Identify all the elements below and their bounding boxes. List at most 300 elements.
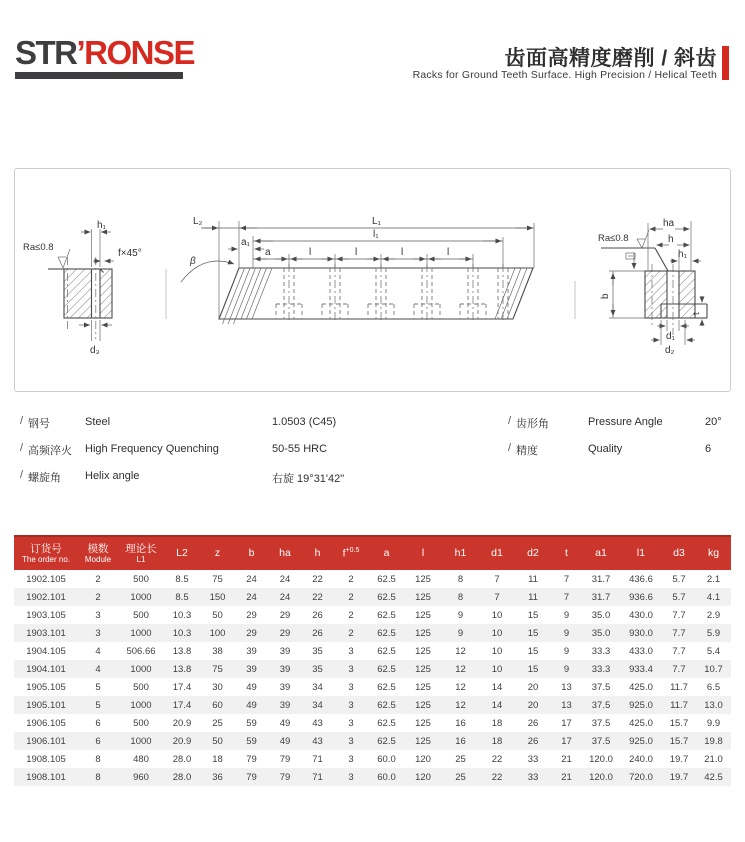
table-cell: 3 bbox=[348, 699, 354, 711]
spec-label-cn: 螺旋角 bbox=[28, 472, 61, 484]
table-cell: 71 bbox=[312, 771, 323, 783]
spec-value: 右旋 19°31'42" bbox=[272, 473, 345, 485]
table-cell: 120 bbox=[415, 753, 431, 765]
spec-label-en: High Frequency Quenching bbox=[85, 443, 219, 455]
table-cell: 125 bbox=[415, 735, 431, 747]
rack-top-view bbox=[181, 216, 534, 324]
table-cell: 125 bbox=[415, 645, 431, 657]
table-cell: 17 bbox=[561, 735, 572, 747]
table-cell: 1903.101 bbox=[26, 627, 66, 639]
mounting-holes bbox=[276, 254, 508, 323]
dim-label-l: l bbox=[401, 247, 404, 258]
table-cell: 1908.105 bbox=[26, 753, 66, 765]
col-ha: ha bbox=[268, 536, 302, 570]
spec-value: 6 bbox=[705, 443, 712, 455]
table-cell: 1903.105 bbox=[26, 609, 66, 621]
table-cell: 960 bbox=[133, 771, 149, 783]
table-cell: 2 bbox=[348, 573, 354, 585]
table-row bbox=[14, 642, 731, 660]
table-cell: 34 bbox=[312, 699, 323, 711]
spec-value: 20° bbox=[705, 416, 722, 428]
table-cell: 7 bbox=[563, 591, 570, 603]
table-cell: 7 bbox=[563, 573, 570, 585]
surface-finish-label-right: Ra≤0.8 bbox=[598, 233, 629, 244]
table-cell: 10 bbox=[491, 663, 503, 675]
table-cell: 7 bbox=[494, 591, 500, 603]
table-cell: 22 bbox=[491, 753, 503, 765]
table-cell: 13.8 bbox=[172, 663, 192, 675]
table-cell: 500 bbox=[133, 717, 149, 729]
table-cell: 29 bbox=[246, 609, 257, 621]
dim-label-L1: L₁ bbox=[372, 216, 381, 227]
col-L1: 理论长 L1 bbox=[118, 536, 164, 570]
col-l1: l1 bbox=[620, 536, 662, 570]
table-cell: 21 bbox=[561, 771, 572, 783]
table-cell: 125 bbox=[415, 591, 431, 603]
col-t: t bbox=[551, 536, 582, 570]
table-cell: 25 bbox=[455, 753, 466, 765]
table-cell: 925.0 bbox=[629, 699, 653, 711]
table-cell: 19.7 bbox=[669, 771, 689, 783]
table-cell: 12 bbox=[455, 663, 466, 675]
table-cell: 43 bbox=[312, 717, 323, 729]
spec-slash: / bbox=[508, 415, 512, 427]
table-cell: 29 bbox=[246, 627, 257, 639]
table-cell: 62.5 bbox=[377, 735, 396, 747]
table-cell: 3 bbox=[348, 663, 354, 675]
table-cell: 11 bbox=[528, 591, 538, 603]
dim-label-ha: ha bbox=[663, 218, 675, 229]
table-cell: 33.3 bbox=[591, 663, 611, 675]
dim-label-h: h bbox=[668, 234, 674, 245]
table-cell: 22 bbox=[312, 591, 323, 603]
spec-row-pressure-angle bbox=[508, 415, 733, 435]
table-cell: 79 bbox=[279, 771, 291, 783]
table-cell: 8 bbox=[457, 573, 464, 585]
table-cell: 500 bbox=[133, 609, 149, 621]
table-cell: 8.5 bbox=[175, 591, 189, 603]
table-cell: 6 bbox=[95, 735, 101, 747]
table-cell: 500 bbox=[133, 681, 149, 693]
table-cell: 50 bbox=[212, 735, 223, 747]
table-cell: 15 bbox=[527, 663, 539, 675]
table-cell: 20.9 bbox=[172, 717, 192, 729]
table-cell: 125 bbox=[415, 663, 431, 675]
table-cell: 37.5 bbox=[591, 717, 611, 729]
table-cell: 14 bbox=[491, 699, 503, 711]
table-cell: 35.0 bbox=[591, 609, 611, 621]
table-cell: 6.5 bbox=[706, 681, 721, 693]
dim-label-t: t bbox=[691, 312, 702, 315]
table-cell: 3 bbox=[348, 771, 354, 783]
table-cell: 28.0 bbox=[172, 753, 192, 765]
table-cell: 37.5 bbox=[591, 699, 611, 711]
table-cell: 11 bbox=[528, 573, 538, 585]
table-cell: 2 bbox=[95, 573, 101, 585]
table-cell: 925.0 bbox=[629, 735, 653, 747]
col-d2: d2 bbox=[515, 536, 551, 570]
dim-label-h1-right: h₁ bbox=[678, 249, 687, 260]
table-cell: 18 bbox=[491, 735, 503, 747]
dim-label-beta: β bbox=[190, 256, 196, 267]
col-l: l bbox=[404, 536, 442, 570]
spec-slash: / bbox=[20, 415, 24, 427]
table-cell: 1904.105 bbox=[26, 645, 66, 657]
dim-label-L2: L₂ bbox=[193, 216, 203, 227]
table-cell: 15.7 bbox=[669, 735, 689, 747]
table-cell: 37.5 bbox=[591, 735, 611, 747]
table-cell: 125 bbox=[415, 681, 431, 693]
col-d1: d1 bbox=[479, 536, 515, 570]
table-cell: 1000 bbox=[130, 663, 152, 675]
table-cell: 125 bbox=[415, 627, 431, 639]
table-cell: 62.5 bbox=[377, 681, 396, 693]
table-cell: 14 bbox=[491, 681, 503, 693]
table-cell: 60.0 bbox=[377, 753, 396, 765]
table-cell: 33 bbox=[527, 771, 539, 783]
logo-text-red: ’RONSE bbox=[76, 34, 195, 71]
table-cell: 436.6 bbox=[629, 573, 653, 585]
table-cell: 22 bbox=[312, 573, 323, 585]
col-kg: kg bbox=[696, 536, 731, 570]
page-title-en: Racks for Ground Teeth Surface. High Precision / Helical Teeth bbox=[412, 69, 717, 81]
table-cell: 5 bbox=[95, 681, 101, 693]
table-cell: 9 bbox=[563, 645, 570, 657]
table-cell: 11.7 bbox=[670, 681, 688, 693]
col-h1: h1 bbox=[442, 536, 479, 570]
spec-row-helix-angle bbox=[20, 469, 480, 489]
spec-label-en: Quality bbox=[588, 443, 623, 455]
table-cell: 1000 bbox=[130, 699, 152, 711]
table-cell: 37.5 bbox=[591, 681, 611, 693]
table-cell: 35 bbox=[312, 645, 323, 657]
dim-label-l: l bbox=[447, 247, 450, 258]
table-cell: 936.6 bbox=[629, 591, 653, 603]
dim-label-a: a bbox=[265, 247, 271, 258]
dim-label-l1: l₁ bbox=[373, 229, 379, 240]
table-cell: 7.7 bbox=[672, 627, 686, 639]
table-cell: 49 bbox=[279, 735, 291, 747]
table-cell: 24 bbox=[279, 573, 291, 585]
spec-value: 50-55 HRC bbox=[272, 443, 328, 455]
table-cell: 9 bbox=[457, 627, 464, 639]
table-cell: 3 bbox=[348, 717, 354, 729]
table-cell: 2.1 bbox=[706, 573, 721, 585]
spec-row-quality bbox=[508, 442, 733, 462]
table-cell: 720.0 bbox=[629, 771, 653, 783]
col-h: h bbox=[302, 536, 333, 570]
spec-label-cn: 精度 bbox=[516, 445, 538, 457]
technical-drawing-box bbox=[14, 168, 731, 392]
table-cell: 500 bbox=[133, 573, 149, 585]
table-cell: 425.0 bbox=[629, 717, 653, 729]
table-cell: 16 bbox=[455, 717, 466, 729]
table-cell: 7.7 bbox=[672, 663, 686, 675]
table-cell: 4.1 bbox=[706, 591, 721, 603]
table-cell: 4 bbox=[95, 645, 101, 657]
page-title-cn: 齿面高精度磨削 / 斜齿 bbox=[504, 47, 717, 70]
table-cell: 2 bbox=[348, 591, 354, 603]
dim-label-l: l bbox=[309, 247, 312, 258]
table-cell: 49 bbox=[279, 717, 291, 729]
col-L2: L2 bbox=[164, 536, 200, 570]
table-cell: 933.4 bbox=[629, 663, 653, 675]
table-cell: 3 bbox=[348, 753, 354, 765]
table-cell: 29 bbox=[279, 609, 291, 621]
product-table bbox=[14, 535, 731, 786]
table-cell: 9 bbox=[563, 627, 570, 639]
col-order-no: 订货号 The order no. bbox=[14, 536, 78, 570]
table-cell: 42.5 bbox=[704, 771, 723, 783]
table-cell: 150 bbox=[209, 591, 226, 603]
table-row bbox=[14, 696, 731, 714]
table-cell: 2 bbox=[348, 627, 354, 639]
table-cell: 13.8 bbox=[172, 645, 192, 657]
table-cell: 125 bbox=[415, 717, 431, 729]
table-cell: 39 bbox=[246, 663, 257, 675]
table-cell: 7 bbox=[494, 573, 500, 585]
table-cell: 1000 bbox=[130, 627, 152, 639]
table-row bbox=[14, 570, 731, 588]
table-cell: 60 bbox=[212, 699, 223, 711]
table-cell: 25 bbox=[212, 717, 223, 729]
spec-label-en: Pressure Angle bbox=[588, 416, 663, 428]
table-cell: 26 bbox=[312, 627, 323, 639]
table-cell: 7.7 bbox=[672, 609, 686, 621]
table-row bbox=[14, 660, 731, 678]
table-cell: 1905.105 bbox=[26, 681, 66, 693]
table-cell: 11.7 bbox=[670, 699, 688, 711]
table-cell: 35.0 bbox=[591, 627, 611, 639]
table-cell: 3 bbox=[348, 645, 354, 657]
table-cell: 7.7 bbox=[672, 645, 686, 657]
dim-label-a1: a₁ bbox=[241, 237, 250, 248]
table-row bbox=[14, 750, 731, 768]
table-cell: 8 bbox=[95, 753, 101, 765]
table-cell: 17.4 bbox=[172, 681, 192, 693]
table-cell: 24 bbox=[279, 591, 291, 603]
logo-text-dark: STR bbox=[15, 34, 77, 71]
table-cell: 3 bbox=[348, 735, 354, 747]
table-cell: 12 bbox=[455, 699, 466, 711]
table-cell: 20 bbox=[527, 699, 539, 711]
table-cell: 2 bbox=[95, 591, 101, 603]
table-row bbox=[14, 768, 731, 786]
surface-finish-label-left: Ra≤0.8 bbox=[23, 242, 54, 253]
table-cell: 1902.105 bbox=[26, 573, 66, 585]
table-cell: 15.7 bbox=[669, 717, 689, 729]
spec-row-steel bbox=[20, 415, 480, 435]
table-cell: 425.0 bbox=[629, 681, 653, 693]
technical-drawing bbox=[15, 169, 730, 391]
table-cell: 120.0 bbox=[589, 753, 613, 765]
table-cell: 24 bbox=[246, 591, 257, 603]
table-cell: 50 bbox=[212, 609, 223, 621]
table-cell: 20 bbox=[527, 681, 539, 693]
table-cell: 8 bbox=[457, 591, 464, 603]
table-cell: 31.7 bbox=[591, 573, 611, 585]
table-cell: 18 bbox=[491, 717, 503, 729]
table-cell: 15 bbox=[527, 645, 539, 657]
table-cell: 8.5 bbox=[175, 573, 189, 585]
dim-label-d1: d₁ bbox=[666, 331, 675, 342]
table-cell: 71 bbox=[312, 753, 323, 765]
table-cell: 30 bbox=[212, 681, 223, 693]
table-cell: 75 bbox=[212, 663, 223, 675]
table-cell: 15 bbox=[527, 609, 539, 621]
table-cell: 43 bbox=[312, 735, 323, 747]
spec-label-cn: 高频淬火 bbox=[28, 445, 72, 457]
table-cell: 33.3 bbox=[591, 645, 611, 657]
table-cell: 5.4 bbox=[706, 645, 721, 657]
table-row bbox=[14, 714, 731, 732]
table-cell: 38 bbox=[212, 645, 223, 657]
table-row bbox=[14, 606, 731, 624]
col-module: 模数 Module bbox=[78, 536, 118, 570]
spec-slash: / bbox=[20, 469, 24, 481]
table-cell: 39 bbox=[279, 663, 291, 675]
table-cell: 125 bbox=[415, 609, 431, 621]
table-cell: 75 bbox=[212, 573, 223, 585]
table-header bbox=[14, 536, 731, 570]
spec-slash: / bbox=[20, 442, 24, 454]
table-cell: 1000 bbox=[130, 735, 152, 747]
table-cell: 20.9 bbox=[172, 735, 192, 747]
table-cell: 24 bbox=[246, 573, 257, 585]
table-cell: 9.9 bbox=[706, 717, 721, 729]
table-cell: 1905.101 bbox=[26, 699, 66, 711]
table-cell: 1902.101 bbox=[26, 591, 66, 603]
table-cell: 17.4 bbox=[172, 699, 192, 711]
dim-label-l: l bbox=[355, 247, 358, 258]
spec-slash: / bbox=[508, 442, 512, 454]
table-cell: 12 bbox=[455, 681, 466, 693]
table-cell: 433.0 bbox=[629, 645, 653, 657]
table-cell: 62.5 bbox=[377, 699, 396, 711]
table-cell: 31.7 bbox=[591, 591, 611, 603]
dim-label-h1-left: h₁ bbox=[97, 220, 106, 231]
table-cell: 21 bbox=[561, 753, 572, 765]
table-cell: 5.7 bbox=[672, 591, 686, 603]
table-cell: 1906.105 bbox=[26, 717, 66, 729]
table-cell: 59 bbox=[246, 735, 257, 747]
table-cell: 13.0 bbox=[704, 699, 723, 711]
table-cell: 36 bbox=[212, 771, 223, 783]
table-cell: 10 bbox=[491, 609, 503, 621]
brand-logo bbox=[15, 36, 194, 70]
table-cell: 19.7 bbox=[669, 753, 689, 765]
table-cell: 10.3 bbox=[172, 609, 192, 621]
logo-underline bbox=[15, 72, 183, 79]
table-cell: 18 bbox=[212, 753, 223, 765]
title-accent-bar bbox=[722, 46, 729, 80]
table-cell: 3 bbox=[348, 681, 354, 693]
table-cell: 26 bbox=[527, 735, 539, 747]
col-a: a bbox=[369, 536, 404, 570]
table-cell: 1904.101 bbox=[26, 663, 66, 675]
table-cell: 1906.101 bbox=[26, 735, 66, 747]
spec-label-en: Helix angle bbox=[85, 470, 140, 482]
table-cell: 930.0 bbox=[629, 627, 653, 639]
table-cell: 60.0 bbox=[377, 771, 396, 783]
col-a1: a1 bbox=[582, 536, 620, 570]
table-cell: 49 bbox=[246, 681, 257, 693]
table-cell: 4 bbox=[95, 663, 101, 675]
table-row bbox=[14, 732, 731, 750]
table-body bbox=[14, 570, 731, 786]
table-cell: 62.5 bbox=[377, 627, 396, 639]
spec-label-cn: 齿形角 bbox=[516, 418, 549, 430]
surface-finish-icon bbox=[58, 249, 70, 268]
table-cell: 125 bbox=[415, 573, 431, 585]
table-cell: 10 bbox=[491, 645, 503, 657]
spec-value: 1.0503 (C45) bbox=[272, 416, 337, 428]
table-cell: 79 bbox=[279, 753, 291, 765]
dim-label-d3: d₃ bbox=[90, 345, 100, 356]
table-cell: 125 bbox=[415, 699, 431, 711]
table-cell: 26 bbox=[527, 717, 539, 729]
table-cell: 79 bbox=[246, 753, 257, 765]
table-cell: 9 bbox=[563, 663, 570, 675]
dim-label-d2: d₂ bbox=[665, 345, 675, 356]
table-cell: 79 bbox=[246, 771, 257, 783]
table-cell: 2.9 bbox=[706, 609, 721, 621]
table-cell: 62.5 bbox=[377, 717, 396, 729]
table-row bbox=[14, 624, 731, 642]
table-cell: 62.5 bbox=[377, 591, 396, 603]
table-cell: 39 bbox=[279, 699, 291, 711]
col-z: z bbox=[200, 536, 235, 570]
table-cell: 10.7 bbox=[704, 663, 723, 675]
table-cell: 62.5 bbox=[377, 663, 396, 675]
table-cell: 8 bbox=[95, 771, 101, 783]
table-cell: 10 bbox=[491, 627, 503, 639]
table-cell: 39 bbox=[279, 681, 291, 693]
table-cell: 5.9 bbox=[706, 627, 721, 639]
table-cell: 19.8 bbox=[704, 735, 723, 747]
table-cell: 33 bbox=[527, 753, 539, 765]
table-cell: 2 bbox=[348, 609, 354, 621]
table-cell: 34 bbox=[312, 681, 323, 693]
dim-label-f45: f×45° bbox=[118, 248, 142, 259]
table-cell: 25 bbox=[455, 771, 466, 783]
table-cell: 39 bbox=[279, 645, 291, 657]
col-b: b bbox=[235, 536, 268, 570]
table-cell: 29 bbox=[279, 627, 291, 639]
table-cell: 15 bbox=[527, 627, 539, 639]
table-cell: 3 bbox=[95, 609, 101, 621]
table-cell: 62.5 bbox=[377, 573, 396, 585]
table-cell: 22 bbox=[491, 771, 503, 783]
table-cell: 100 bbox=[209, 627, 226, 639]
table-cell: 1000 bbox=[130, 591, 152, 603]
table-cell: 16 bbox=[455, 735, 466, 747]
table-cell: 1908.101 bbox=[26, 771, 66, 783]
col-f: $f^{+0.5}$ bbox=[333, 536, 369, 570]
table-cell: 26 bbox=[312, 609, 323, 621]
table-row bbox=[14, 678, 731, 696]
table-cell: 10.3 bbox=[172, 627, 192, 639]
table-cell: 120 bbox=[415, 771, 431, 783]
table-cell: 21.0 bbox=[704, 753, 723, 765]
table-cell: 506.66 bbox=[126, 645, 156, 657]
table-cell: 13 bbox=[561, 699, 572, 711]
table-cell: 9 bbox=[457, 609, 464, 621]
table-cell: 49 bbox=[246, 699, 257, 711]
table-row bbox=[14, 588, 731, 606]
table-cell: 35 bbox=[312, 663, 323, 675]
table-cell: 62.5 bbox=[377, 645, 396, 657]
